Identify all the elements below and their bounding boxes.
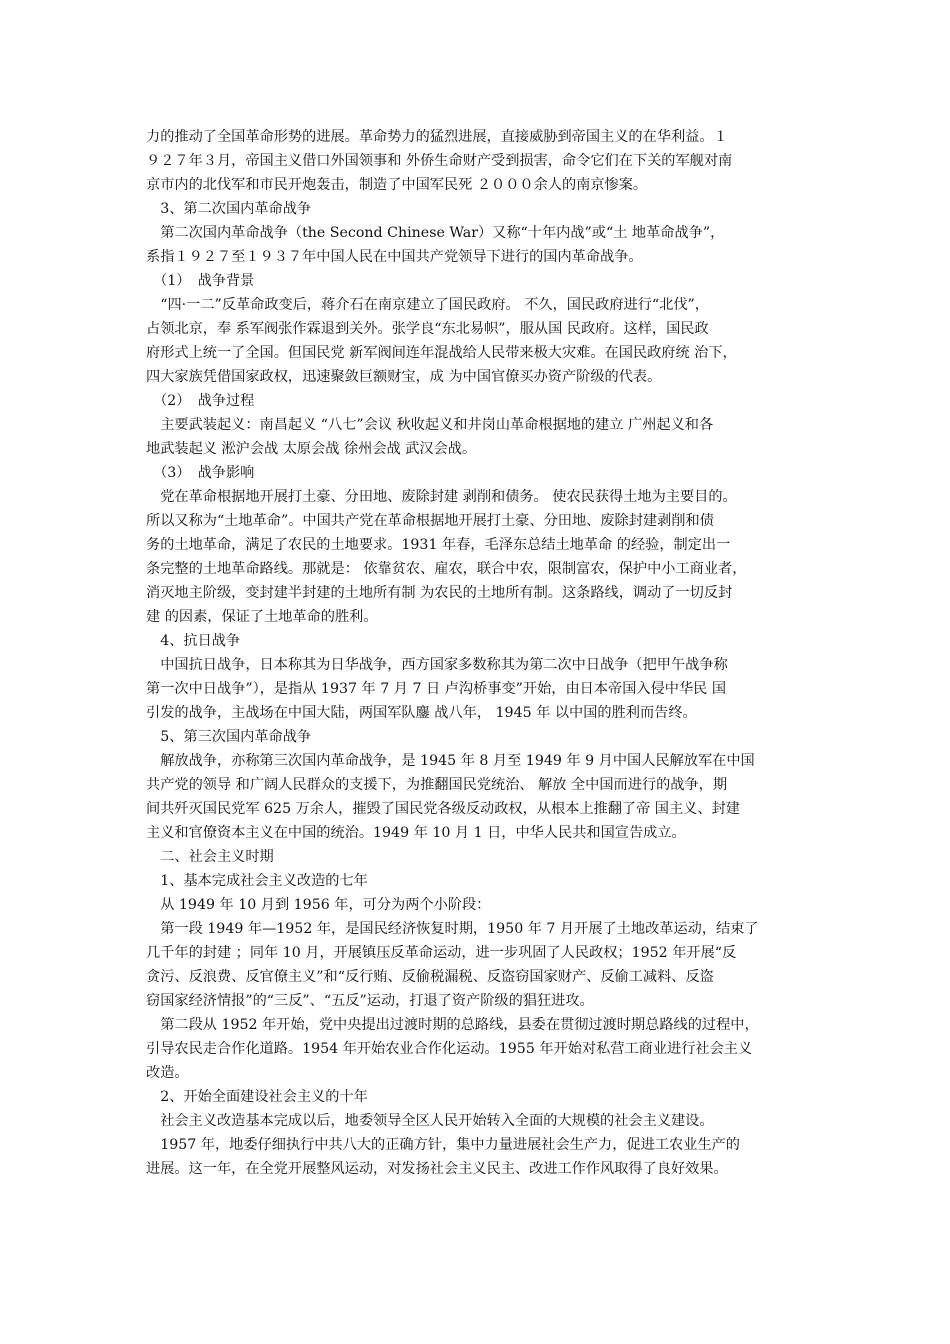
text-line: 引发的战争，主战场在中国大陆，两国军队鏖 战八年， 1945 年 以中国的胜利而告终。 bbox=[146, 705, 697, 721]
text-line: 进展。这一年，在全党开展整风运动，对发扬社会主义民主、改进工作作风取得了良好效果。 bbox=[146, 1161, 728, 1177]
section-heading: 5、第三次国内革命战争 bbox=[146, 729, 312, 745]
subsection-heading: （2） 战争过程 bbox=[146, 393, 255, 409]
text-line: 引导农民走合作化道路。1954 年开始农业合作化运动。1955 年开始对私营工商业进行社会主义 bbox=[146, 1041, 753, 1057]
text-line: 1957 年，地委仔细执行中共八大的正确方针，集中力量进展社会生产力，促进工农业生产的 bbox=[146, 1137, 740, 1153]
text-line: 条完整的土地革命路线。那就是： 依靠贫农、雇农，联合中农，限制富农，保护中小工商业者， bbox=[146, 561, 747, 577]
text-line: 解放战争，亦称第三次国内革命战争，是 1945 年 8 月至 1949 年 9 月中国人民解放军在中国 bbox=[146, 753, 755, 769]
section-heading: 3、第二次国内革命战争 bbox=[146, 201, 312, 217]
text-line: 务的土地革命，满足了农民的土地要求。1931 年春，毛泽东总结土地革命 的经验，制定出一 bbox=[146, 537, 731, 553]
chapter-heading: 二、社会主义时期 bbox=[146, 849, 274, 865]
text-line: “四·一二”反革命政变后，蒋介石在南京建立了国民政府。 不久，国民政府进行“北伐”， bbox=[146, 297, 709, 313]
text-line: 党在革命根据地开展打土豪、分田地、废除封建 剥削和债务。 使农民获得土地为主要目的。 bbox=[146, 489, 737, 505]
text-line: 贪污、反浪费、反官僚主义”和“反行贿、反偷税漏税、反盗窃国家财产、反偷工减料、反盗 bbox=[146, 969, 714, 985]
document-body bbox=[146, 125, 816, 1181]
text-line: 四大家族凭借国家政权，迅速聚敛巨额财宝，成 为中国官僚买办资产阶级的代表。 bbox=[146, 369, 662, 385]
text-line: 占领北京，奉 系军阀张作霖退到关外。张学良“东北易帜”，服从国 民政府。这样，国民政 bbox=[146, 321, 709, 337]
text-line: ９２７年３月，帝国主义借口外国领事和 外侨生命财产受到损害，命令它们在下关的军舰对南 bbox=[146, 153, 733, 169]
text-line: 力的推动了全国革命形势的进展。革命势力的猛烈进展，直接威胁到帝国主义的在华利益。１ bbox=[146, 129, 728, 145]
text-line: 主义和官僚资本主义在中国的统治。1949 年 10 月 1 日，中华人民共和国宣告成立。 bbox=[146, 825, 686, 841]
text-line: 系指１９２７至１９３７年中国人民在中国共产党领导下进行的国内革命战争。 bbox=[146, 249, 643, 265]
text-line: 改造。 bbox=[146, 1065, 189, 1081]
text-line: 地武装起义 淞沪会战 太原会战 徐州会战 武汉会战。 bbox=[146, 441, 477, 457]
text-line: 建 的因素，保证了土地革命的胜利。 bbox=[146, 609, 378, 625]
text-line: 间共歼灭国民党军 625 万余人，摧毁了国民党各级反动政权，从根本上推翻了帝 国主义、封建 bbox=[146, 801, 740, 817]
text-line: 主要武装起义：南昌起义 “八七”会议 秋收起义和井岗山革命根据地的建立 广州起义和各 bbox=[146, 417, 714, 433]
text-line: 第二次国内革命战争（the Second Chinese War）又称“十年内战”或“土 地革命战争”， bbox=[146, 225, 725, 241]
text-line: 第一次中日战争”），是指从 1937 年 7 月 7 日 卢沟桥事变”开始，由日本帝国入侵中华民 国 bbox=[146, 681, 727, 697]
text-line: 第一段 1949 年—1952 年，是国民经济恢复时期，1950 年 7 月开展了土地改革运动，结束了 bbox=[146, 921, 759, 937]
text-line: 府形式上统一了全国。但国民党 新军阀间连年混战给人民带来极大灾难。在国民政府统 治下， bbox=[146, 345, 737, 361]
subsection-heading: （3） 战争影响 bbox=[146, 465, 255, 481]
section-heading: 1、基本完成社会主义改造的七年 bbox=[146, 873, 368, 889]
text-line: 第二段从 1952 年开始，党中央提出过渡时期的总路线，县委在贯彻过渡时期总路线的过程中， bbox=[146, 1017, 759, 1033]
text-line: 共产党的领导 和广阔人民群众的支援下，为推翻国民党统治、 解放 全中国而进行的战争，期 bbox=[146, 777, 728, 793]
section-heading: 2、开始全面建设社会主义的十年 bbox=[146, 1089, 368, 1105]
subsection-heading: （1） 战争背景 bbox=[146, 273, 255, 289]
text-line: 窃国家经济情报”的“三反”、“五反”运动，打退了资产阶级的猖狂进攻。 bbox=[146, 993, 594, 1009]
text-line: 所以又称为“土地革命”。中国共产党在革命根据地开展打土豪、分田地、废除封建剥削和债 bbox=[146, 513, 714, 529]
text-line: 京市内的北伐军和市民开炮轰击，制造了中国军民死 ２０００余人的南京惨案。 bbox=[146, 177, 648, 193]
text-line: 社会主义改造基本完成以后，地委领导全区人民开始转入全面的大规模的社会主义建设。 bbox=[146, 1113, 714, 1129]
text-line: 中国抗日战争，日本称其为日华战争，西方国家多数称其为第二次中日战争（把甲午战争称 bbox=[146, 657, 728, 673]
section-heading: 4、抗日战争 bbox=[146, 633, 241, 649]
text-line: 消灭地主阶级，变封建半封建的土地所有制 为农民的土地所有制。这条路线，调动了一切反封 bbox=[146, 585, 733, 601]
text-line: 从 1949 年 10 月到 1956 年，可分为两个小阶段： bbox=[146, 897, 491, 913]
text-line: 几千年的封建 ；同年 10 月，开展镇压反革命运动，进一步巩固了人民政权；1952 年开展“反 bbox=[146, 945, 737, 961]
